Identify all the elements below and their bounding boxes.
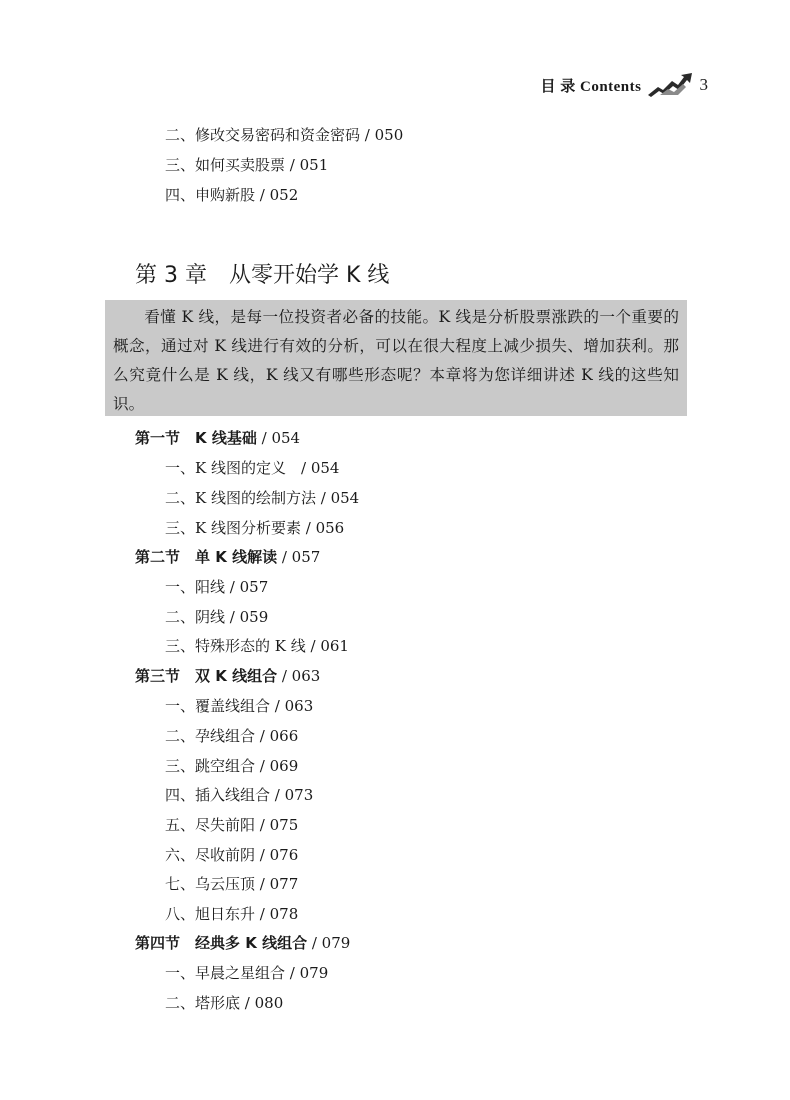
toc-item[interactable]: 二、修改交易密码和资金密码 / 050 <box>165 126 404 144</box>
toc-item[interactable]: 一、覆盖线组合 / 063 <box>165 697 314 715</box>
chapter-title: 从零开始学 K 线 <box>228 263 390 288</box>
toc-item-page: 061 <box>320 637 349 655</box>
toc-item[interactable]: 二、塔形底 / 080 <box>165 994 284 1012</box>
toc-section-page: 063 <box>291 667 321 685</box>
toc-item-label: 三、如何买卖股票 <box>165 156 286 174</box>
toc-item[interactable]: 二、阴线 / 059 <box>165 608 269 626</box>
toc-item-label: 一、覆盖线组合 <box>165 697 271 715</box>
toc-item-label: 三、特殊形态的 K 线 <box>165 637 306 655</box>
toc-section[interactable]: 第三节 双 K 线组合 / 063 <box>135 667 321 685</box>
toc-item-page: 080 <box>254 994 284 1012</box>
toc-item[interactable]: 一、K 线图的定义 / 054 <box>165 459 340 477</box>
toc-item-label: 六、尽收前阴 <box>165 846 256 864</box>
toc-item-page: 052 <box>269 186 299 204</box>
toc-item-label: 三、K 线图分析要素 <box>165 519 301 537</box>
chapter-summary: 看懂 K 线，是每一位投资者必备的技能。K 线是分析股票涨跌的一个重要的概念，通过对 K 线进行有效的分析，可以在很大程度上减少损失、增加获利。那么究竟什么是 K 线，K 线又有哪些形态呢？本章将为您详细讲述 K 线的这些知识。 <box>113 308 679 413</box>
toc-item[interactable]: 二、孕线组合 / 066 <box>165 727 299 745</box>
toc-item-page: 054 <box>310 459 340 477</box>
toc-item-page: 063 <box>284 697 314 715</box>
toc-item-page: 078 <box>269 905 299 923</box>
toc-item[interactable]: 二、K 线图的绘制方法 / 054 <box>165 489 360 507</box>
toc-item-label: 四、插入线组合 <box>165 786 271 804</box>
toc-item-label: 二、修改交易密码和资金密码 <box>165 126 361 144</box>
toc-item[interactable]: 三、如何买卖股票 / 051 <box>165 156 329 174</box>
toc-item-page: 050 <box>374 126 404 144</box>
toc-item-label: 七、乌云压顶 <box>165 875 256 893</box>
toc-item-page: 057 <box>239 578 269 596</box>
toc-section-label: 第一节 K 线基础 <box>135 429 257 447</box>
toc-item-label: 八、旭日东升 <box>165 905 256 923</box>
toc-item-label: 二、塔形底 <box>165 994 241 1012</box>
toc-item-label: 五、尽失前阳 <box>165 816 256 834</box>
header-title: 目 录 Contents <box>540 78 642 95</box>
toc-section-page: 057 <box>291 548 321 566</box>
toc-section-page: 079 <box>321 934 351 952</box>
toc-section-label: 第二节 单 K 线解读 <box>135 548 278 566</box>
chapter-heading[interactable] <box>135 262 389 290</box>
toc-item-page: 073 <box>284 786 314 804</box>
toc-section-label: 第四节 经典多 K 线组合 <box>135 934 308 952</box>
toc-item-label: 一、阳线 <box>165 578 226 596</box>
toc-item-label: 二、孕线组合 <box>165 727 256 745</box>
toc-item-label: 四、申购新股 <box>165 186 256 204</box>
toc-item-page: 051 <box>299 156 329 174</box>
toc-section[interactable]: 第二节 单 K 线解读 / 057 <box>135 548 321 566</box>
toc-item[interactable]: 七、乌云压顶 / 077 <box>165 875 299 893</box>
page-number: 3 <box>699 75 708 94</box>
toc-item-page: 059 <box>239 608 269 626</box>
toc-item-label: 一、K 线图的定义 <box>165 459 286 477</box>
toc-item[interactable]: 四、插入线组合 / 073 <box>165 786 314 804</box>
toc-item-page: 076 <box>269 846 299 864</box>
toc-section-page: 054 <box>271 429 301 447</box>
toc-item[interactable]: 六、尽收前阴 / 076 <box>165 846 299 864</box>
running-header <box>540 72 708 98</box>
toc-item[interactable]: 四、申购新股 / 052 <box>165 186 299 204</box>
mountain-arrow-icon <box>648 73 694 97</box>
toc-item-label: 三、跳空组合 <box>165 757 256 775</box>
toc-item[interactable]: 一、早晨之星组合 / 079 <box>165 964 329 982</box>
toc-item[interactable]: 三、特殊形态的 K 线 / 061 <box>165 637 349 655</box>
toc-item-page: 079 <box>299 964 329 982</box>
toc-section-label: 第三节 双 K 线组合 <box>135 667 278 685</box>
toc-item-page: 054 <box>330 489 360 507</box>
toc-item[interactable]: 三、跳空组合 / 069 <box>165 757 299 775</box>
toc-item-page: 069 <box>269 757 299 775</box>
toc-item-page: 066 <box>269 727 299 745</box>
toc-item[interactable]: 三、K 线图分析要素 / 056 <box>165 519 345 537</box>
toc-item-label: 一、早晨之星组合 <box>165 964 286 982</box>
toc-item[interactable]: 八、旭日东升 / 078 <box>165 905 299 923</box>
toc-item[interactable]: 一、阳线 / 057 <box>165 578 269 596</box>
toc-item-page: 056 <box>315 519 345 537</box>
toc-section[interactable]: 第四节 经典多 K 线组合 / 079 <box>135 934 351 952</box>
toc-item-label: 二、阴线 <box>165 608 226 626</box>
toc-item[interactable]: 五、尽失前阳 / 075 <box>165 816 299 834</box>
toc-section[interactable]: 第一节 K 线基础 / 054 <box>135 429 301 447</box>
chapter-summary-box <box>105 300 687 416</box>
toc-item-page: 075 <box>269 816 299 834</box>
toc-item-page: 077 <box>269 875 299 893</box>
chapter-number: 第 3 章 <box>135 263 207 288</box>
toc-item-label: 二、K 线图的绘制方法 <box>165 489 316 507</box>
